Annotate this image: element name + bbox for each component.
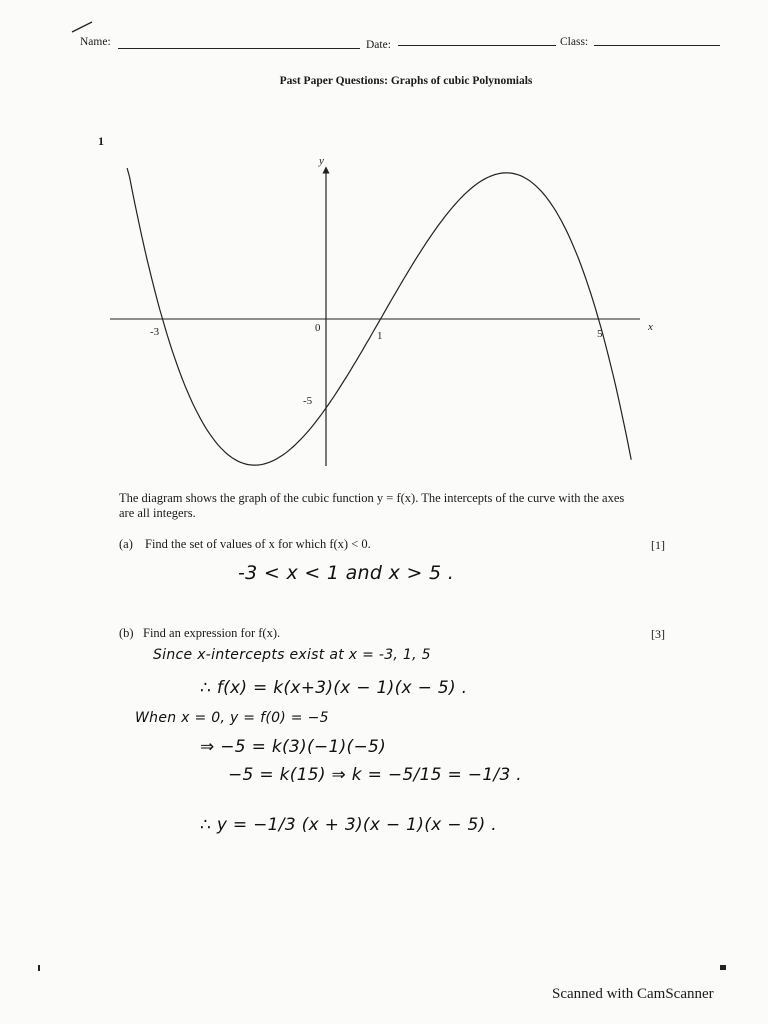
scan-speck (720, 965, 726, 970)
x-axis-label: x (648, 321, 653, 333)
part-b-marks: [3] (651, 627, 665, 641)
tick-label-1: 1 (377, 330, 383, 342)
question-number: 1 (98, 134, 104, 148)
part-a-answer: -3 < x < 1 and x > 5 . (238, 562, 455, 584)
page-title: Past Paper Questions: Graphs of cubic Polynomials (279, 75, 533, 87)
tick-label-neg5: -5 (303, 395, 313, 407)
date-label: Date: (366, 39, 391, 51)
working-line-6: ∴ y = −1/3 (x + 3)(x − 1)(x − 5) . (200, 815, 497, 835)
part-b-label: (b) (119, 626, 134, 640)
cubic-graph (0, 0, 768, 480)
scanner-watermark: Scanned with CamScanner (552, 986, 714, 1002)
name-label: Name: (80, 36, 111, 48)
working-line-3: When x = 0, y = f(0) = −5 (135, 710, 329, 726)
working-line-5: −5 = k(15) ⇒ k = −5/15 = −1/3 . (228, 765, 522, 785)
question-intro (119, 491, 679, 521)
scan-speck (38, 965, 40, 971)
tick-label-neg3: -3 (150, 326, 160, 338)
working-line-4: ⇒ −5 = k(3)(−1)(−5) (200, 737, 387, 757)
intro-line-2: are all integers. (119, 506, 196, 520)
part-a-marks: [1] (651, 538, 665, 552)
class-label: Class: (560, 36, 589, 48)
part-a-label: (a) (119, 537, 133, 551)
working-line-1: Since x-intercepts exist at x = -3, 1, 5 (153, 647, 431, 663)
part-a-text: Find the set of values of x for which f(x) < 0. (145, 537, 371, 551)
part-b-text: Find an expression for f(x). (143, 626, 281, 640)
origin-label: 0 (315, 322, 321, 334)
cubic-curve (127, 168, 631, 465)
intro-line-1: The diagram shows the graph of the cubic function y = f(x). The intercepts of the curve with the axes (119, 491, 625, 505)
tick-label-5: 5 (597, 328, 603, 340)
y-axis-label: y (319, 155, 324, 167)
working-line-2: ∴ f(x) = k(x+3)(x − 1)(x − 5) . (200, 678, 468, 698)
